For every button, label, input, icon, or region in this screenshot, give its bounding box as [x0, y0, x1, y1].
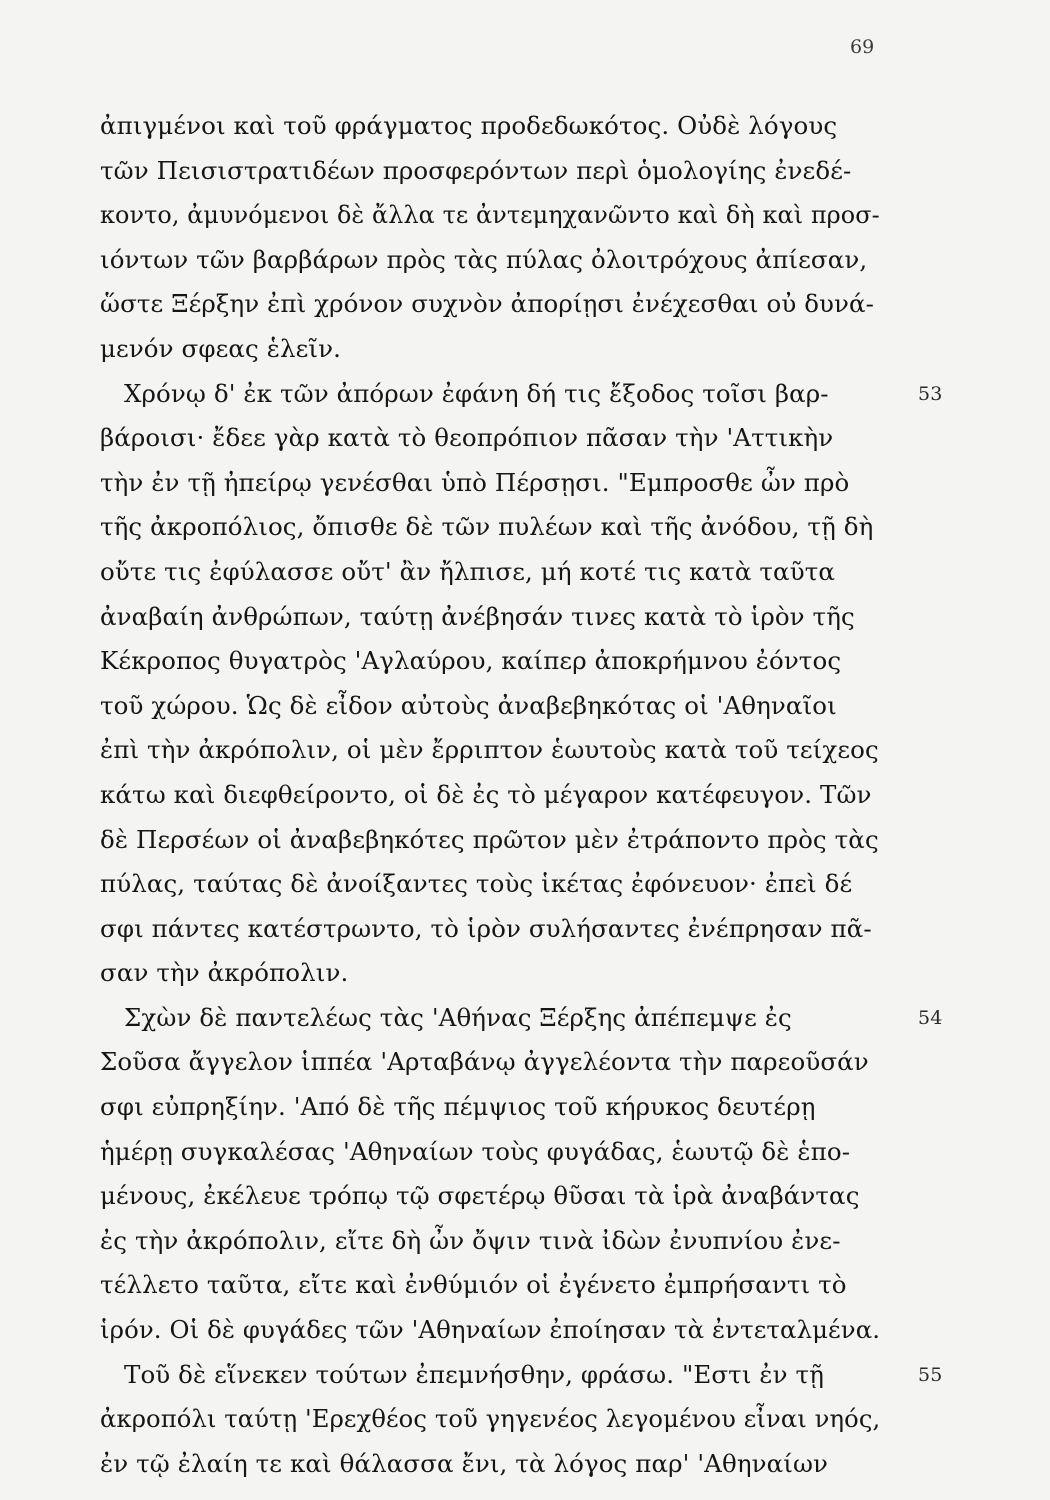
text-line [100, 595, 890, 640]
line-text: τὴν ἐν τῇ ἠπείρῳ γενέσθαι ὑπὸ Πέρσῃσι. "Εμπροσθε ὦν πρὸ [100, 467, 850, 497]
section-number: 53 [918, 382, 943, 405]
text-line [100, 639, 890, 684]
line-text: Τοῦ δὲ εἵνεκεν τούτων ἐπεμνήσθην, φράσω. "Εστι ἐν τῇ [124, 1359, 824, 1389]
text-line [100, 327, 890, 372]
line-text: ἀπιγμένοι καὶ τοῦ φράγματος προδεδωκότος. Οὐδὲ λόγους [100, 111, 838, 140]
line-text: Κέκροπος θυγατρὸς 'Αγλαύρου, καίπερ ἀποκρήμνου ἐόντος [100, 646, 842, 676]
line-text: Χρόνῳ δ' ἐκ τῶν ἀπόρων ἐφάνη δή τις ἔξοδος τοῖσι βαρ- [124, 378, 829, 408]
text-line [100, 1174, 890, 1219]
line-text: ἡμέρῃ συγκαλέσας 'Αθηναίων τοὺς φυγάδας, ἑωυτῷ δὲ ἑπο- [100, 1136, 851, 1166]
line-text: ἐς τὴν ἀκρόπολιν, εἴτε δὴ ὦν ὄψιν τινὰ ἰδὼν ἐνυπνίου ἐνε- [100, 1225, 841, 1255]
text-line [100, 1085, 890, 1130]
line-text: σαν τὴν ἀκρόπολιν. [100, 958, 349, 988]
paragraph [100, 1353, 943, 1487]
section-number: 54 [918, 1006, 943, 1029]
text-line [100, 416, 890, 461]
section-number: 55 [918, 1363, 943, 1386]
line-text: τέλλετο ταῦτα, εἴτε καὶ ἐνθύμιόν οἱ ἐγένετο ἐμπρήσαντι τὸ [100, 1270, 847, 1300]
text-line [100, 773, 890, 818]
line-text: ιόντων τῶν βαρβάρων πρὸς τὰς πύλας ὀλοιτρόχους ἀπίεσαν, [100, 244, 868, 274]
text-line [100, 149, 890, 194]
page-number: 69 [850, 36, 875, 58]
paragraph [100, 996, 943, 1353]
text-line [100, 282, 890, 327]
line-text: ἐπὶ τὴν ἀκρόπολιν, οἱ μὲν ἔρριπτον ἑωυτοὺς κατὰ τοῦ τείχεος [100, 735, 879, 765]
line-text: οὔτε τις ἐφύλασσε οὔτ' ἂν ἤλπισε, μή κοτέ τις κατὰ ταῦτα [100, 556, 835, 586]
text-line [100, 728, 890, 773]
text-line [100, 238, 890, 283]
line-text: μένους, ἐκέλευε τρόπῳ τῷ σφετέρῳ θῦσαι τὰ ἱρὰ ἀναβάντας [100, 1181, 860, 1211]
text-line [100, 907, 890, 952]
text-line [100, 1353, 943, 1398]
line-text: τῆς ἀκροπόλιος, ὄπισθε δὲ τῶν πυλέων καὶ τῆς ἀνόδου, τῇ δὴ [100, 512, 874, 542]
line-text: πύλας, ταύτας δὲ ἀνοίξαντες τοὺς ἱκέτας ἐφόνευον· ἐπεὶ δέ [100, 869, 853, 899]
text-line [100, 372, 943, 417]
line-text: ἱρόν. Οἱ δὲ φυγάδες τῶν 'Αθηναίων ἐποίησαν τὰ ἐντεταλμένα. [100, 1315, 881, 1345]
paragraph [100, 372, 943, 996]
line-text: Σχὼν δὲ παντελέως τὰς 'Αθήνας Ξέρξης ἀπέπεμψε ἐς [124, 1002, 792, 1032]
line-text: ἀναβαίη ἀνθρώπων, ταύτῃ ἀνέβησάν τινες κατὰ τὸ ἱρὸν τῆς [100, 601, 855, 631]
text-line [100, 1442, 890, 1487]
line-text: βάροισι· ἔδεε γὰρ κατὰ τὸ θεοπρόπιον πᾶσαν τὴν 'Αττικὴν [100, 423, 834, 453]
text-line [100, 505, 890, 550]
line-text: κάτω καὶ διεφθείροντο, οἱ δὲ ἐς τὸ μέγαρον κατέφευγον. Τῶν [100, 779, 872, 809]
line-text: σφι εὐπρηξίην. 'Από δὲ τῆς πέμψιος τοῦ κήρυκος δευτέρῃ [100, 1092, 816, 1122]
text-line [100, 1263, 890, 1308]
text-body [100, 104, 943, 1486]
text-line [100, 818, 890, 863]
text-line [100, 1130, 890, 1175]
line-text: ἀκροπόλι ταύτῃ 'Ερεχθέος τοῦ γηγενέος λεγομένου εἶναι νηός, [100, 1404, 881, 1434]
text-line [100, 1308, 890, 1353]
line-text: δὲ Περσέων οἱ ἀναβεβηκότες πρῶτον μὲν ἐτράποντο πρὸς τὰς [100, 824, 879, 854]
line-text: τῶν Πεισιστρατιδέων προσφερόντων περὶ ὁμολογίης ἐνεδέ- [100, 155, 852, 185]
text-line [100, 104, 890, 149]
text-line [100, 996, 943, 1041]
line-text: μενόν σφεας ἑλεῖν. [100, 333, 342, 363]
text-line [100, 684, 890, 729]
text-line [100, 1397, 890, 1442]
paragraph [100, 104, 890, 372]
text-line [100, 1040, 890, 1085]
line-text: σφι πάντες κατέστρωντο, τὸ ἱρὸν συλήσαντες ἐνέπρησαν πᾶ- [100, 913, 872, 943]
text-line [100, 1219, 890, 1264]
line-text: ἐν τῷ ἐλαίη τε καὶ θάλασσα ἔνι, τὰ λόγος παρ' 'Αθηναίων [100, 1448, 829, 1478]
line-text: κοντο, ἀμυνόμενοι δὲ ἄλλα τε ἀντεμηχανῶντο καὶ δὴ καὶ προσ- [100, 200, 880, 230]
text-line [100, 461, 890, 506]
text-line [100, 193, 890, 238]
text-line [100, 550, 890, 595]
line-text: Σοῦσα ἄγγελον ἱππέα 'Αρταβάνῳ ἀγγελέοντα τὴν παρεοῦσάν [100, 1047, 869, 1077]
text-line [100, 862, 890, 907]
text-line [100, 951, 890, 996]
line-text: ὥστε Ξέρξην ἐπὶ χρόνον συχνὸν ἀπορίῃσι ἐνέχεσθαι οὐ δυνά- [100, 289, 875, 319]
line-text: τοῦ χώρου. Ὡς δὲ εἶδον αὐτοὺς ἀναβεβηκότας οἱ 'Αθηναῖοι [100, 690, 837, 720]
